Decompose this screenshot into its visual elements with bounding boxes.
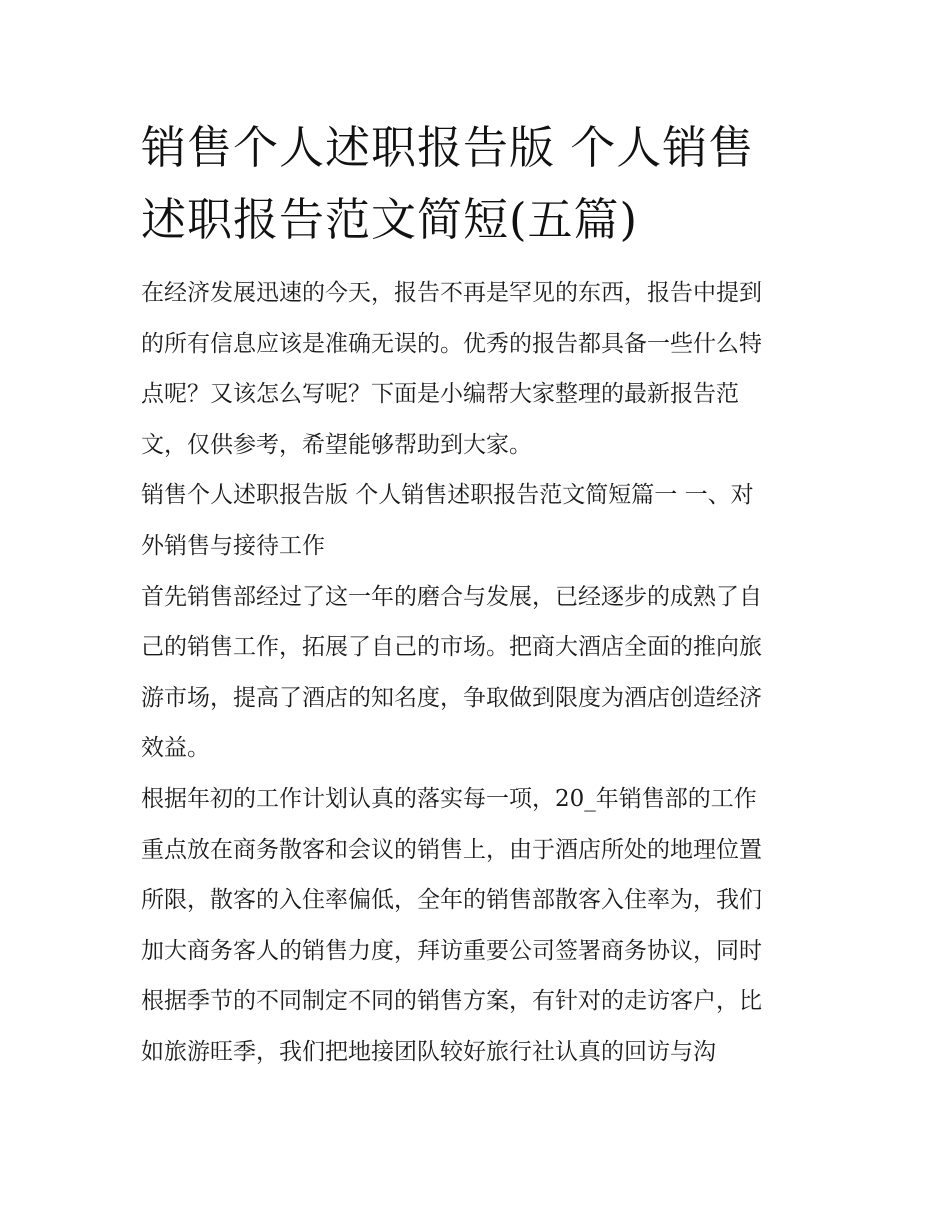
text-line: 己的销售工作，拓展了自己的市场。把商大酒店全面的推向旅 (141, 634, 762, 661)
title-line: 销售个人述职报告版 个人销售 (141, 121, 755, 174)
text-line: 加大商务客人的销售力度，拜访重要公司签署商务协议，同时 (141, 937, 762, 964)
text-line: 外销售与接待工作 (141, 532, 325, 559)
body-paragraph (141, 774, 813, 1078)
text-line: 的所有信息应该是准确无误的。优秀的报告都具备一些什么特 (141, 330, 762, 357)
text-line: 文，仅供参考，希望能够帮助到大家。 (141, 431, 532, 458)
text-line: 游市场，提高了酒店的知名度，争取做到限度为酒店创造经济 (141, 684, 762, 711)
section-heading-paragraph (141, 470, 813, 571)
intro-paragraph (141, 268, 813, 470)
text-line: 在经济发展迅速的今天，报告不再是罕见的东西，报告中提到 (141, 280, 762, 306)
text-line: 点呢？又该怎么写呢？下面是小编帮大家整理的最新报告范 (141, 381, 739, 408)
document-title (141, 112, 813, 256)
document-page (141, 112, 813, 1078)
text-line: 首先销售部经过了这一年的磨合与发展，已经逐步的成熟了自 (141, 583, 762, 610)
title-line: 述职报告范文简短(五篇) (141, 193, 639, 246)
text-line: 重点放在商务散客和会议的销售上，由于酒店所处的地理位置 (141, 836, 762, 863)
document-body (141, 268, 813, 1078)
text-line: 根据季节的不同制定不同的销售方案，有针对的走访客户，比 (141, 988, 762, 1015)
text-line: 效益。 (141, 735, 210, 762)
text-line: 根据年初的工作计划认真的落实每一项，20_年销售部的工作 (141, 785, 757, 812)
text-line: 如旅游旺季，我们把地接团队较好旅行社认真的回访与沟 (141, 1038, 716, 1065)
body-paragraph (141, 572, 813, 774)
text-line: 销售个人述职报告版 个人销售述职报告范文简短篇一 一、对 (141, 482, 754, 509)
text-line: 所限，散客的入住率偏低，全年的销售部散客入住率为，我们 (141, 887, 762, 914)
